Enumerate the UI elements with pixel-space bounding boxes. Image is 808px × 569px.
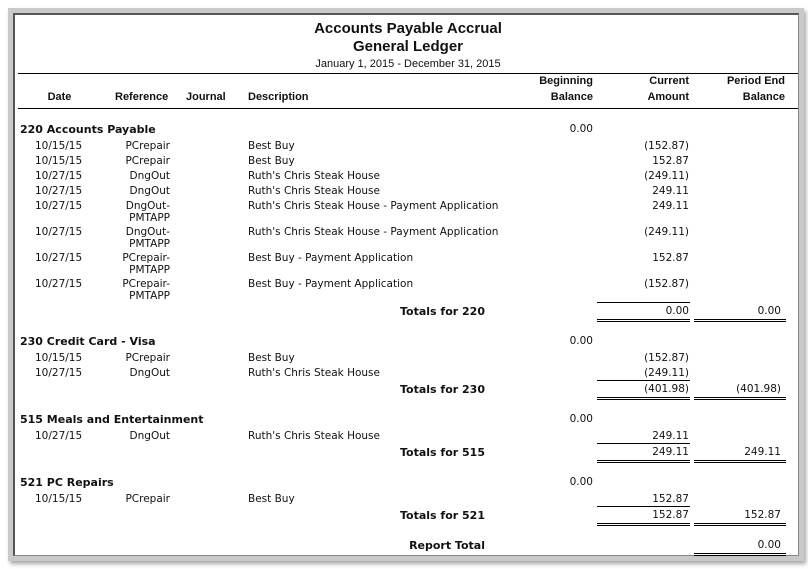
account-total-current-amount: 152.87 <box>652 509 689 521</box>
report-date-range: January 1, 2015 - December 31, 2015 <box>315 58 501 70</box>
entry-date: 10/27/15 <box>35 367 83 379</box>
entry-current-amount: (152.87) <box>644 352 689 364</box>
entry-date: 10/27/15 <box>35 170 83 182</box>
entry-description: Best Buy <box>248 352 295 364</box>
total-period-end-double-underline <box>694 460 786 463</box>
entry-description: Best Buy - Payment Application <box>248 252 414 264</box>
entry-reference: PCrepair- <box>122 278 170 290</box>
report-title: General Ledger <box>352 38 464 55</box>
entry-description: Ruth's Chris Steak House <box>248 430 380 442</box>
total-current-double-underline <box>597 397 690 400</box>
column-header-date: Date <box>47 91 72 103</box>
entry-description: Best Buy <box>248 155 295 167</box>
account-totals-label: Totals for 220 <box>400 305 485 318</box>
subtotal-underline <box>597 506 690 507</box>
total-current-double-underline <box>597 319 690 322</box>
entry-description: Ruth's Chris Steak House <box>248 185 380 197</box>
account-beginning-balance: 0.00 <box>569 476 593 488</box>
account-header: 515 Meals and Entertainment <box>20 413 204 426</box>
entry-reference: DngOut <box>129 170 170 182</box>
entry-description: Best Buy - Payment Application <box>248 278 414 290</box>
entry-reference-continued: PMTAPP <box>129 290 170 302</box>
entry-current-amount: (249.11) <box>644 226 689 238</box>
entry-current-amount: 249.11 <box>652 185 689 197</box>
total-period-end-double-underline <box>694 397 786 400</box>
entry-current-amount: (152.87) <box>644 140 689 152</box>
header-top-rule <box>18 73 798 74</box>
entry-date: 10/15/15 <box>35 155 83 167</box>
entry-reference: DngOut- <box>125 226 170 238</box>
total-period-end-double-underline <box>694 319 786 322</box>
total-current-double-underline <box>597 460 690 463</box>
entry-reference: DngOut- <box>125 200 170 212</box>
column-header-current-amount-line2: Amount <box>647 91 689 103</box>
subtotal-underline <box>597 380 690 381</box>
account-total-period-end: (401.98) <box>736 383 781 395</box>
account-header: 521 PC Repairs <box>20 476 114 489</box>
entry-date: 10/27/15 <box>35 185 83 197</box>
entry-current-amount: (152.87) <box>644 278 689 290</box>
entry-current-amount: 249.11 <box>652 200 689 212</box>
report-total-label: Report Total <box>409 539 485 552</box>
column-header-journal: Journal <box>186 91 226 103</box>
column-header-beginning-balance-line2: Balance <box>550 91 593 103</box>
entry-current-amount: (249.11) <box>644 367 689 379</box>
entry-reference: PCrepair <box>125 140 170 152</box>
column-header-current-amount-line1: Current <box>649 75 689 87</box>
entry-date: 10/15/15 <box>35 493 83 505</box>
report-total-double-underline <box>694 553 786 556</box>
entry-date: 10/27/15 <box>35 226 83 238</box>
entry-reference: DngOut <box>129 367 170 379</box>
entry-current-amount: 152.87 <box>652 493 689 505</box>
entry-date: 10/27/15 <box>35 278 83 290</box>
account-total-current-amount: 249.11 <box>652 446 689 458</box>
account-total-period-end: 0.00 <box>757 305 781 317</box>
entry-description: Ruth's Chris Steak House - Payment Application <box>248 226 499 238</box>
report-page <box>13 13 799 556</box>
account-totals-label: Totals for 515 <box>400 446 485 459</box>
total-current-double-underline <box>597 523 690 526</box>
entry-description: Ruth's Chris Steak House <box>248 367 380 379</box>
entry-reference-continued: PMTAPP <box>129 212 170 224</box>
entry-description: Ruth's Chris Steak House - Payment Application <box>248 200 499 212</box>
account-totals-label: Totals for 230 <box>400 383 485 396</box>
entry-description: Ruth's Chris Steak House <box>248 170 380 182</box>
entry-reference: DngOut <box>129 185 170 197</box>
account-total-current-amount: 0.00 <box>665 305 689 317</box>
column-header-description: Description <box>248 91 309 103</box>
entry-date: 10/27/15 <box>35 430 83 442</box>
account-beginning-balance: 0.00 <box>569 123 593 135</box>
entry-date: 10/27/15 <box>35 252 83 264</box>
column-header-period-end-line1: Period End <box>726 75 785 87</box>
entry-reference: PCrepair <box>125 155 170 167</box>
entry-reference-continued: PMTAPP <box>129 238 170 250</box>
account-beginning-balance: 0.00 <box>569 413 593 425</box>
subtotal-underline <box>597 443 690 444</box>
report-company-name: Accounts Payable Accrual <box>314 20 502 37</box>
account-total-period-end: 249.11 <box>744 446 781 458</box>
column-header-period-end-line2: Balance <box>742 91 785 103</box>
account-header: 230 Credit Card - Visa <box>20 335 156 348</box>
report-total-value: 0.00 <box>757 539 781 551</box>
column-header-beginning-balance-line1: Beginning <box>539 75 593 87</box>
entry-current-amount: (249.11) <box>644 170 689 182</box>
account-header: 220 Accounts Payable <box>20 123 156 136</box>
account-total-period-end: 152.87 <box>744 509 781 521</box>
entry-date: 10/15/15 <box>35 352 83 364</box>
entry-current-amount: 152.87 <box>652 155 689 167</box>
entry-reference: DngOut <box>129 430 170 442</box>
entry-date: 10/27/15 <box>35 200 83 212</box>
entry-reference: PCrepair <box>125 352 170 364</box>
entry-reference: PCrepair <box>125 493 170 505</box>
account-beginning-balance: 0.00 <box>569 335 593 347</box>
account-totals-label: Totals for 521 <box>400 509 485 522</box>
subtotal-underline <box>597 302 690 303</box>
entry-reference: PCrepair- <box>122 252 170 264</box>
entry-description: Best Buy <box>248 140 295 152</box>
entry-description: Best Buy <box>248 493 295 505</box>
entry-current-amount: 249.11 <box>652 430 689 442</box>
column-header-reference: Reference <box>115 91 169 103</box>
header-bottom-rule <box>18 108 798 109</box>
account-total-current-amount: (401.98) <box>644 383 689 395</box>
total-period-end-double-underline <box>694 523 786 526</box>
entry-reference-continued: PMTAPP <box>129 264 170 276</box>
entry-date: 10/15/15 <box>35 140 83 152</box>
entry-current-amount: 152.87 <box>652 252 689 264</box>
